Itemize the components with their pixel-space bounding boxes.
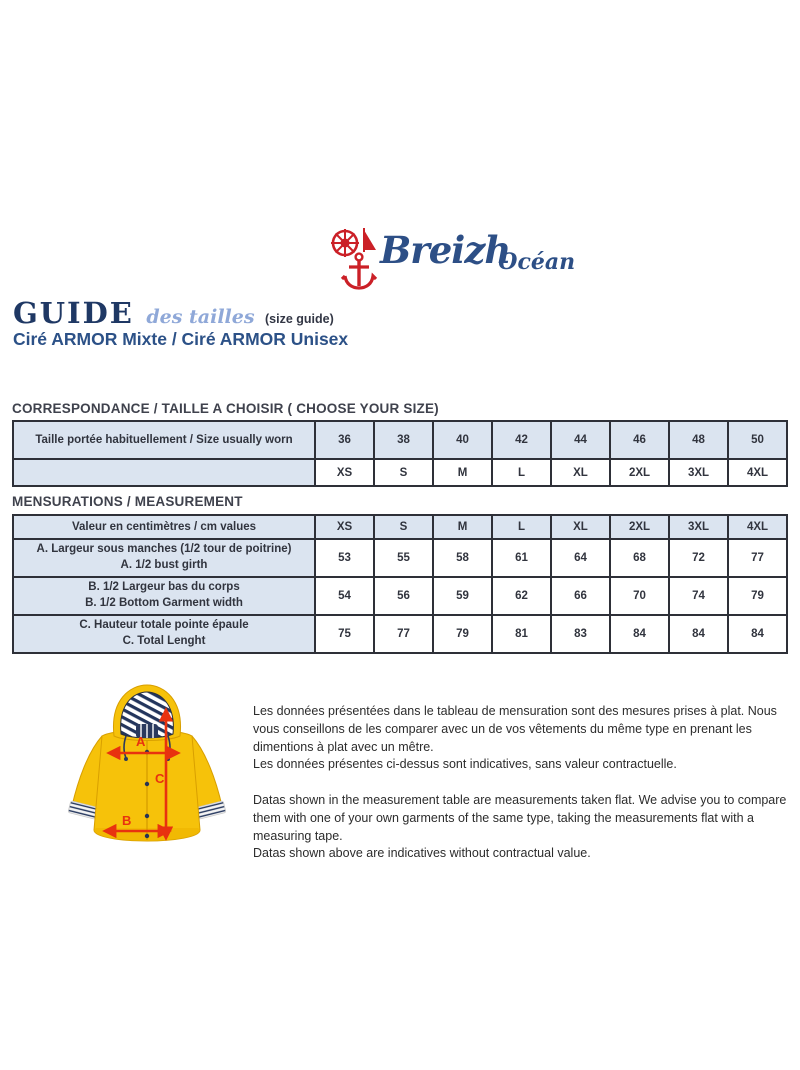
row-label xyxy=(13,577,315,615)
note-en-2: Datas shown above are indicatives without contractual value. xyxy=(253,846,591,861)
raincoat-measurement-diagram xyxy=(56,680,238,850)
table-header-row xyxy=(13,515,787,539)
value-cell: 66 xyxy=(551,577,610,615)
value-cell: 84 xyxy=(669,615,728,653)
coat-button xyxy=(145,814,149,818)
size-cell: 46 xyxy=(610,421,669,459)
size-cell: S xyxy=(374,459,433,486)
table-row xyxy=(13,459,787,486)
table-row-b xyxy=(13,577,787,615)
size-cell: 44 xyxy=(551,421,610,459)
header-size: S xyxy=(374,515,433,539)
value-cell: 79 xyxy=(728,577,787,615)
size-cell: 36 xyxy=(315,421,374,459)
value-cell: 77 xyxy=(374,615,433,653)
row-label-fr: B. 1/2 Largeur bas du corps xyxy=(88,581,240,594)
value-cell: 84 xyxy=(728,615,787,653)
value-cell: 61 xyxy=(492,539,551,577)
note-fr-2: Les données présentes ci-dessus sont indicatives, sans valeur contractuelle. xyxy=(253,757,677,772)
guide-subtitle-fr: des tailles xyxy=(146,306,255,328)
header-label: Valeur en centimètres / cm values xyxy=(13,515,315,539)
measure-label-c: C xyxy=(155,771,165,786)
measure-label-a: A xyxy=(136,734,146,749)
correspondence-table xyxy=(12,420,788,487)
coat-button xyxy=(145,782,149,786)
measurements-table xyxy=(12,514,788,654)
row-label xyxy=(13,615,315,653)
note-en-1: Datas shown in the measurement table are measurements taken flat. We advise you to compare them with one of your own garments of the same type, taking the measurements flat with a measuring tape. xyxy=(253,793,787,843)
size-cell: L xyxy=(492,459,551,486)
guide-subtitle-en: (size guide) xyxy=(265,312,334,326)
size-cell: M xyxy=(433,459,492,486)
value-cell: 53 xyxy=(315,539,374,577)
size-cell: XS xyxy=(315,459,374,486)
row-label-en: C. Total Lenght xyxy=(122,635,206,647)
value-cell: 59 xyxy=(433,577,492,615)
row-label-fr: A. Largeur sous manches (1/2 tour de poitrine) xyxy=(36,543,292,556)
value-cell: 75 xyxy=(315,615,374,653)
value-cell: 79 xyxy=(433,615,492,653)
value-cell: 74 xyxy=(669,577,728,615)
measure-label-b: B xyxy=(122,813,132,828)
header-size: 3XL xyxy=(669,515,728,539)
guide-word: GUIDE xyxy=(13,296,134,330)
size-cell: 2XL xyxy=(610,459,669,486)
size-cell: 3XL xyxy=(669,459,728,486)
row-label-fr: C. Hauteur totale pointe épaule xyxy=(79,619,249,632)
value-cell: 56 xyxy=(374,577,433,615)
size-cell: 38 xyxy=(374,421,433,459)
size-cell: 50 xyxy=(728,421,787,459)
header-size: 4XL xyxy=(728,515,787,539)
size-cell: 42 xyxy=(492,421,551,459)
measurements-heading: MENSURATIONS / MEASUREMENT xyxy=(12,494,243,509)
value-cell: 83 xyxy=(551,615,610,653)
row-label-en: B. 1/2 Bottom Garment width xyxy=(85,597,243,609)
table-row-c xyxy=(13,615,787,653)
notes-block xyxy=(253,703,793,863)
value-cell: 77 xyxy=(728,539,787,577)
size-cell: 40 xyxy=(433,421,492,459)
brand-name-breizh: Breizh xyxy=(380,228,511,272)
value-cell: 64 xyxy=(551,539,610,577)
value-cell: 70 xyxy=(610,577,669,615)
note-fr-1: Les données présentées dans le tableau de mensuration sont des mesures prises à plat. Nous vous conseillons de les comparer avec un de vos vêtements du même type en prenant les dimentions à plat avec un mêtre. xyxy=(253,704,777,754)
coat-button xyxy=(145,834,149,838)
anchor-wheel-icon xyxy=(328,226,380,292)
row-label xyxy=(13,539,315,577)
header-size: 2XL xyxy=(610,515,669,539)
table-row xyxy=(13,421,787,459)
value-cell: 81 xyxy=(492,615,551,653)
brand-logo xyxy=(328,224,576,296)
value-cell: 68 xyxy=(610,539,669,577)
row-label: Taille portée habituellement / Size usually worn xyxy=(13,421,315,459)
value-cell: 62 xyxy=(492,577,551,615)
brand-name-ocean: Océan xyxy=(498,249,576,275)
guide-title xyxy=(13,296,334,330)
size-cell: XL xyxy=(551,459,610,486)
value-cell: 58 xyxy=(433,539,492,577)
size-cell: 48 xyxy=(669,421,728,459)
header-size: M xyxy=(433,515,492,539)
product-title: Ciré ARMOR Mixte / Ciré ARMOR Unisex xyxy=(13,329,349,349)
value-cell: 84 xyxy=(610,615,669,653)
value-cell: 54 xyxy=(315,577,374,615)
header-size: L xyxy=(492,515,551,539)
value-cell: 72 xyxy=(669,539,728,577)
correspondence-heading: CORRESPONDANCE / TAILLE A CHOISIR ( CHOOSE YOUR SIZE) xyxy=(12,401,439,416)
size-cell: 4XL xyxy=(728,459,787,486)
value-cell: 55 xyxy=(374,539,433,577)
table-row-a xyxy=(13,539,787,577)
header-size: XL xyxy=(551,515,610,539)
empty-cell xyxy=(13,459,315,486)
header-size: XS xyxy=(315,515,374,539)
row-label-en: A. 1/2 bust girth xyxy=(120,559,208,571)
